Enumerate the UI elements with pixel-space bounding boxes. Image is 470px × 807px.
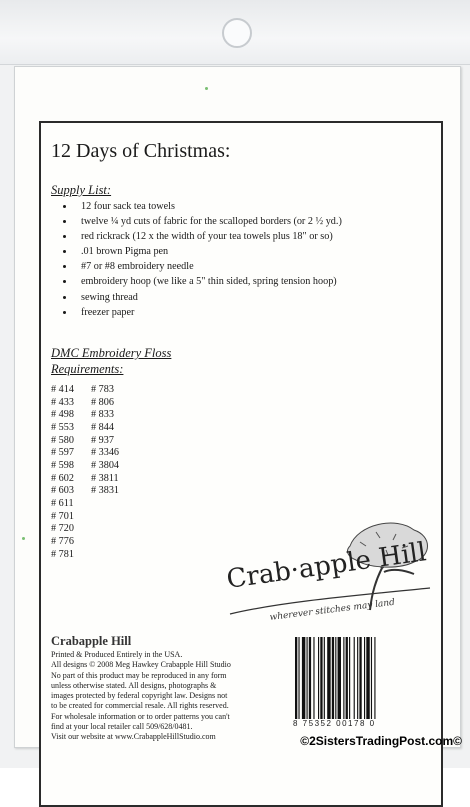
floss-heading-line2: Requirements: — [51, 362, 124, 376]
barcode-bar — [357, 637, 358, 719]
barcode-digits: 8 75352 00178 0 — [293, 719, 376, 728]
supply-list — [51, 199, 342, 320]
list-item: # 781 — [51, 548, 74, 560]
barcode-bar — [374, 637, 375, 719]
watermark: ©2SistersTradingPost.com© — [300, 734, 462, 748]
list-item: # 720 — [51, 523, 74, 535]
list-item: # 806 — [91, 396, 114, 408]
footer-line: For wholesale information or to order patterns you can't — [51, 711, 230, 721]
logo-text: Crab·apple Hill — [224, 537, 429, 595]
list-item: # 433 — [51, 396, 74, 408]
barcode-bar — [327, 637, 330, 719]
list-item: # 3831 — [91, 485, 120, 497]
pattern-card — [14, 66, 461, 748]
list-item: • twelve ¼ yd cuts of fabric for the scalloped borders (or 2 ½ yd.) — [75, 214, 342, 229]
barcode-bar — [313, 637, 314, 719]
list-item: # 498 — [51, 409, 74, 421]
paper-speck — [205, 87, 208, 90]
footer-line: Visit our website at www.CrabappleHillStudio.com — [51, 732, 216, 742]
list-item: # 611 — [51, 497, 74, 509]
barcode-bar — [366, 637, 369, 719]
floss-column-1 — [51, 384, 74, 561]
list-item: # 844 — [91, 421, 114, 433]
list-item: # 833 — [91, 409, 114, 421]
list-item: # 776 — [51, 535, 74, 547]
barcode-bar — [338, 637, 341, 719]
list-item: # 937 — [91, 434, 114, 446]
barcode-bar — [307, 637, 308, 719]
footer-line: All designs © 2008 Meg Hawkey Crabapple Hill Studio — [51, 660, 231, 670]
list-item: # 701 — [51, 510, 74, 522]
barcode-bar — [346, 637, 348, 719]
footer-line: Printed & Produced Entirely in the USA. — [51, 650, 183, 659]
barcode-bar — [302, 637, 305, 719]
barcode — [293, 637, 423, 719]
paper-speck — [22, 537, 25, 540]
list-item: • embroidery hoop (we like a 5" thin sided, spring tension hoop) — [75, 274, 342, 289]
list-item: # 553 — [51, 421, 74, 433]
page-title: 12 Days of Christmas: — [51, 140, 231, 162]
floss-column-2 — [91, 384, 119, 498]
list-item: # 603 — [51, 485, 74, 497]
list-item: • sewing thread — [75, 290, 342, 305]
barcode-bar — [320, 637, 322, 719]
footer-line: No part of this product may be reproduced in any form — [51, 670, 227, 680]
list-item: # 598 — [51, 459, 74, 471]
list-item: • red rickrack (12 x the width of your tea towels plus 18" or so) — [75, 229, 342, 244]
footer-line: images protected by federal copyright law. Designs not — [51, 691, 228, 701]
barcode-bar — [349, 637, 350, 719]
barcode-bar — [309, 637, 311, 719]
barcode-bar — [364, 637, 365, 719]
footer-title: Crabapple Hill — [51, 634, 132, 648]
barcode-bar — [332, 637, 334, 719]
logo-tagline: wherever stitches may land — [269, 597, 396, 623]
barcode-bar — [298, 637, 299, 719]
floss-heading — [51, 345, 171, 377]
bag-header — [0, 0, 470, 65]
list-item: • freezer paper — [75, 305, 342, 320]
barcode-bar — [343, 637, 344, 719]
barcode-bar — [354, 637, 355, 719]
footer-line: find at your local retailer call 509/628/0481. — [51, 722, 193, 732]
barcode-bar — [324, 637, 325, 719]
list-item: # 597 — [51, 447, 74, 459]
list-item: # 602 — [51, 472, 74, 484]
list-item: # 414 — [51, 384, 74, 395]
barcode-bar — [335, 637, 336, 719]
barcode-bar — [371, 637, 372, 719]
barcode-bar — [295, 637, 297, 719]
list-item: # 3804 — [91, 459, 120, 471]
list-item: # 580 — [51, 434, 74, 446]
footer-text — [51, 650, 311, 743]
list-item: • .01 brown Pigma pen — [75, 244, 342, 259]
hang-hole — [222, 18, 252, 48]
barcode-bar — [318, 637, 319, 719]
list-item: # 783 — [91, 384, 114, 395]
list-item: • #7 or #8 embroidery needle — [75, 259, 342, 274]
footer-line: to be created for commercial resale. All rights reserved. — [51, 701, 229, 711]
supply-list-heading: Supply List: — [51, 183, 112, 197]
footer-line: unless otherwise stated. All designs, photographs & — [51, 680, 217, 690]
list-item: # 3811 — [91, 472, 119, 484]
barcode-bar — [359, 637, 361, 719]
list-item: # 3346 — [91, 447, 120, 459]
crabapple-hill-logo — [200, 502, 440, 632]
list-item: • 12 four sack tea towels — [75, 199, 342, 214]
floss-heading-line1: DMC Embroidery Floss — [51, 346, 172, 360]
